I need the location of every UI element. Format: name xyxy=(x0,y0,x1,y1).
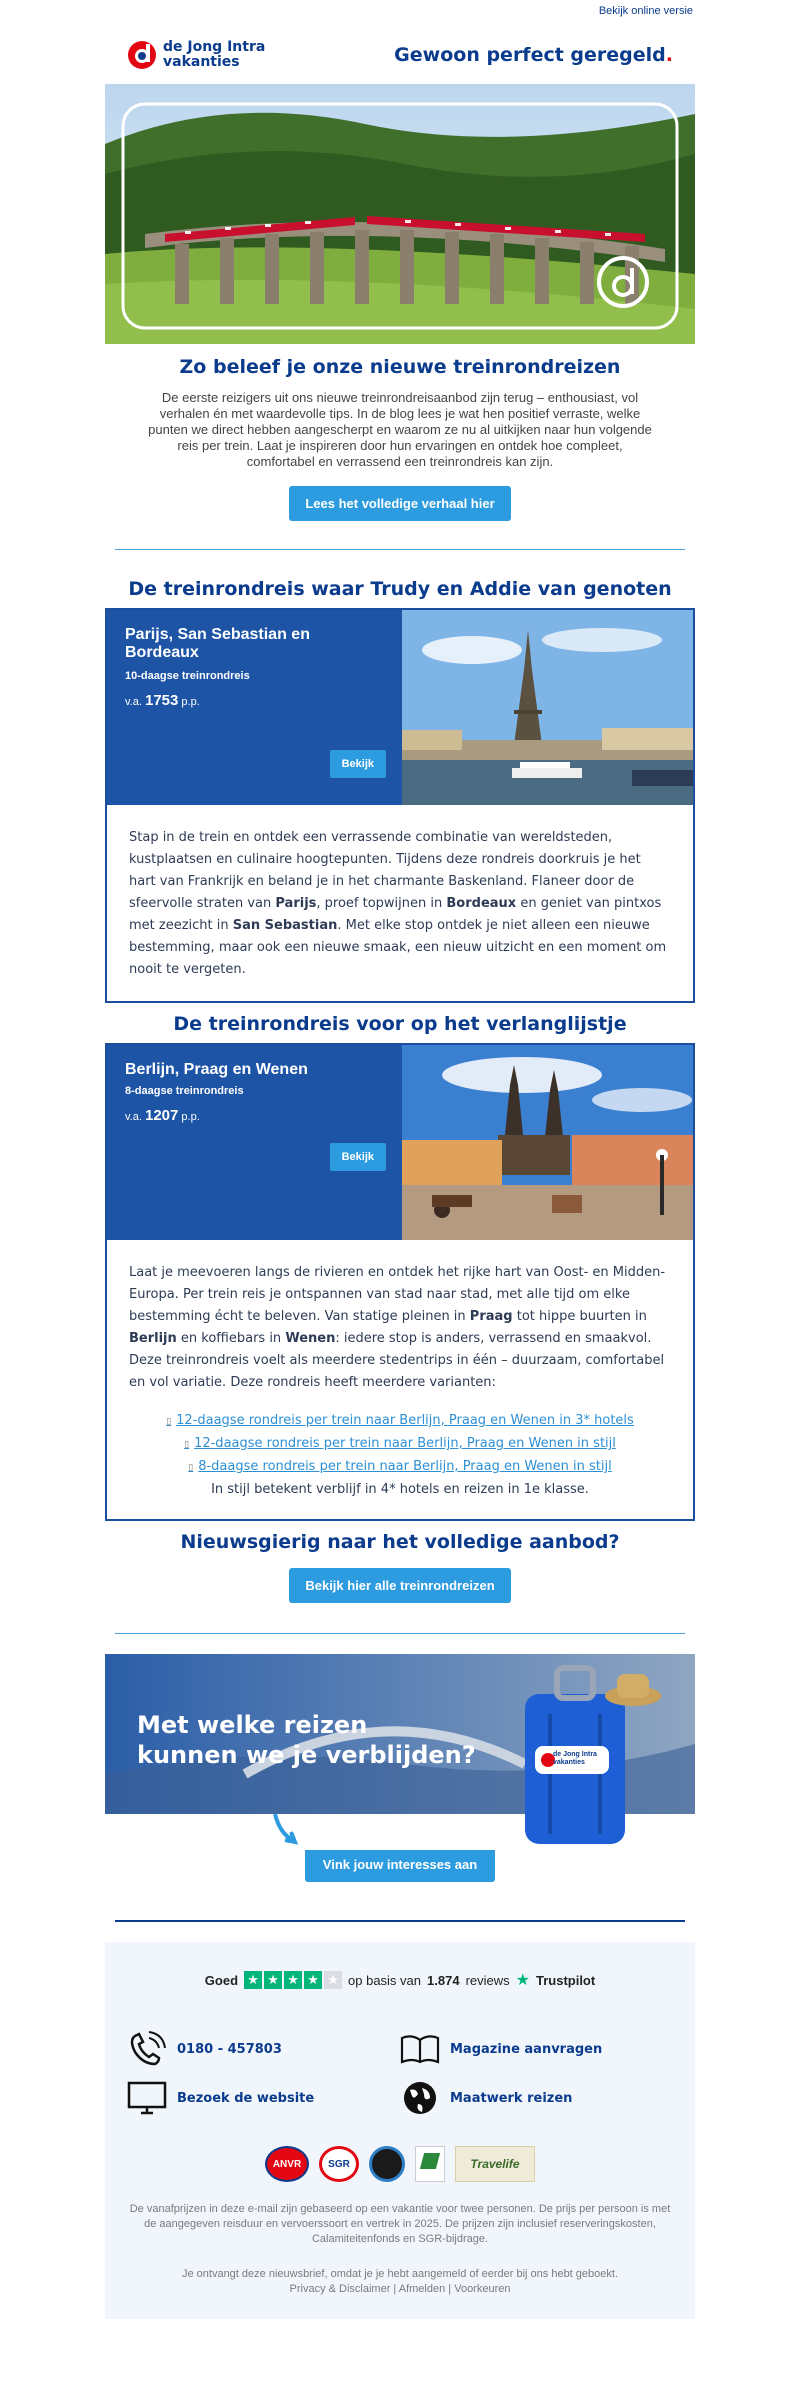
globe-icon xyxy=(400,2080,440,2116)
highlighted-city: Bordeaux xyxy=(446,896,517,911)
trust-rating-label: Goed xyxy=(204,1972,239,1988)
open-book-icon xyxy=(400,2034,440,2064)
highlighted-city: Berlijn xyxy=(129,1331,177,1346)
variant-link-3[interactable] xyxy=(129,1456,671,1479)
online-version-link[interactable]: Bekijk online versie xyxy=(598,5,693,17)
trip-description xyxy=(107,805,693,1001)
anvr-label: ANVR xyxy=(272,2158,302,2170)
trustpilot-logo: Trustpilot xyxy=(535,1972,596,1988)
section2-title: De treinrondreis voor op het verlanglijstje xyxy=(173,1013,627,1035)
logo-mark-icon xyxy=(127,40,157,70)
price-suffix: p.p. xyxy=(181,696,200,708)
trust-reviews-word: reviews xyxy=(465,1972,510,1988)
calamiteitenfonds-badge[interactable] xyxy=(369,2146,405,2182)
trip-duration: 10-daagse treinrondreis xyxy=(125,670,250,682)
description-text: : iedere stop is anders, verrassend en smaakvol. Deze treinrondreis voelt als meerdere stedentrips in één – duurzaam, comfortabel en vol variatie. Deze rondreis heeft meerdere varianten: xyxy=(129,1331,665,1390)
link-bullet-icon: ▯ xyxy=(184,1440,190,1450)
section1-title: De treinrondreis waar Trudy en Addie van genoten xyxy=(128,578,672,600)
prague-square-photo xyxy=(402,1045,693,1240)
variant-link-2[interactable] xyxy=(129,1433,671,1456)
description-text: en geniet van pintxos met zeezicht in xyxy=(129,896,662,933)
logo-line-2: vakanties xyxy=(163,54,240,70)
magazine-label: Magazine aanvragen xyxy=(450,2041,603,2057)
intro-title: Zo beleef je onze nieuwe treinrondreizen xyxy=(179,356,621,378)
certification-badges xyxy=(117,2146,683,2182)
description-text: Stap in de trein en ontdek een verrassende combinatie van wereldsteden, kustplaatsen en culinaire hoogtepunten. Tijdens deze rondreis doorkruis je het hart van Frankrijk en beland je in het charmante Baskenland. Flaneer door de sfeervolle straten van xyxy=(129,830,641,911)
travelife-badge[interactable] xyxy=(455,2146,535,2182)
logo-line-1: de Jong Intra xyxy=(163,39,266,55)
trip-duration: 8-daagse treinrondreis xyxy=(125,1085,244,1097)
check-interests-button[interactable]: Vink jouw interesses aan xyxy=(305,1847,495,1882)
price-prefix: v.a. xyxy=(125,1111,142,1123)
banner-line-1: Met welke reizen xyxy=(137,1711,368,1739)
banner-line-2: kunnen we je verblijden? xyxy=(137,1741,476,1769)
custom-trips-link[interactable] xyxy=(400,2080,673,2116)
suitcase-logo-line-2: vakanties xyxy=(553,1759,585,1766)
divider xyxy=(115,1633,685,1634)
highlighted-city: San Sebastian xyxy=(232,918,338,933)
highlighted-city: Praag xyxy=(469,1309,513,1324)
rating-star-icon: ★ xyxy=(304,1971,322,1989)
phone-number: 0180 - 457803 xyxy=(177,2041,282,2057)
trip-card-paris xyxy=(105,608,695,1003)
trip-card-berlin xyxy=(105,1043,695,1521)
online-version-bar xyxy=(105,0,695,26)
all-trips-button[interactable]: Bekijk hier alle treinrondreizen xyxy=(289,1568,510,1603)
price-value: 1753 xyxy=(144,692,179,709)
privacy-link[interactable]: Privacy & Disclaimer xyxy=(289,2283,391,2295)
link-bullet-icon: ▯ xyxy=(188,1463,194,1473)
trust-stars xyxy=(244,1971,342,1989)
trip-price xyxy=(125,1107,384,1124)
sgr-label: SGR xyxy=(328,2158,350,2170)
trip-title: Berlijn, Praag en Wenen xyxy=(125,1061,308,1078)
green-badge[interactable] xyxy=(415,2146,445,2182)
trip-description xyxy=(107,1240,693,1519)
variant-link-1[interactable] xyxy=(129,1410,671,1433)
slogan xyxy=(394,44,673,66)
phone-link[interactable] xyxy=(127,2030,400,2068)
variant-links xyxy=(129,1410,671,1501)
price-disclaimer: De vanafprijzen in deze e-mail zijn gebaseerd op een vakantie voor twee personen. De prijs per persoon is met de aangegeven reisduur en vervoerssoort en vertrek in 2025. De prijzen zijn inclusief reserveringskosten, Calamiteitenfonds en SGR-bijdrage. xyxy=(129,2203,671,2245)
eiffel-tower-photo xyxy=(402,610,693,805)
trustpilot-star-icon: ★ xyxy=(515,1972,530,1989)
website-label: Bezoek de website xyxy=(177,2090,315,2106)
anvr-badge[interactable] xyxy=(265,2146,309,2182)
custom-trips-label: Maatwerk reizen xyxy=(450,2090,573,2106)
website-link[interactable] xyxy=(127,2080,400,2116)
section3-title: Nieuwsgierig naar het volledige aanbod? xyxy=(180,1531,620,1553)
description-text: tot hippe buurten in xyxy=(512,1309,647,1324)
footer xyxy=(105,1942,695,2319)
sgr-badge[interactable] xyxy=(319,2146,359,2182)
link-bullet-icon: ▯ xyxy=(166,1417,172,1427)
magazine-link[interactable] xyxy=(400,2030,673,2068)
unsubscribe-link[interactable]: Afmelden xyxy=(398,2283,446,2295)
banner-headline xyxy=(137,1710,476,1770)
trip-description-text xyxy=(129,1262,671,1394)
price-suffix: p.p. xyxy=(181,1111,200,1123)
view-trip-button[interactable]: Bekijk xyxy=(330,750,386,778)
description-text: , proef topwijnen in xyxy=(316,896,447,911)
trip-title: Parijs, San Sebastian en Bordeaux xyxy=(125,626,310,661)
divider xyxy=(115,549,685,550)
trip-price xyxy=(125,692,384,709)
footer-links: Privacy & Disclaimer | Afmelden | Voorkeuren xyxy=(289,2283,511,2295)
highlighted-city: Parijs xyxy=(275,896,317,911)
variant-link-text: 8-daagse rondreis per trein naar Berlijn, Praag en Wenen in stijl xyxy=(198,1459,612,1474)
rating-star-icon: ★ xyxy=(284,1971,302,1989)
monitor-icon xyxy=(127,2081,167,2115)
prague-photo[interactable] xyxy=(402,1045,693,1240)
description-text: en koffiebars in xyxy=(176,1331,286,1346)
contact-links xyxy=(117,2030,683,2116)
header xyxy=(105,26,695,84)
hero-train-viaduct-photo xyxy=(105,84,695,344)
read-story-button[interactable]: Lees het volledige verhaal hier xyxy=(289,486,510,521)
variant-note: In stijl betekent verblijf in 4* hotels en reizen in 1e klasse. xyxy=(211,1482,589,1497)
interests-banner[interactable] xyxy=(105,1654,695,1850)
description-text: Laat je meevoeren langs de rivieren en ontdek het rijke hart van Oost- en Midden-Europa. Per trein reis je ontspannen van stad naar stad, met alle tijd om elke bestemming écht te beleven. Van statige pleinen in xyxy=(129,1265,666,1324)
variant-link-text: 12-daagse rondreis per trein naar Berlijn, Praag en Wenen in 3* hotels xyxy=(176,1413,634,1428)
subscription-reason: Je ontvangt deze nieuwsbrief, omdat je je hebt aangemeld of eerder bij ons hebt geboekt. xyxy=(181,2268,618,2280)
hero-image[interactable] xyxy=(105,84,695,344)
rating-star-icon: ★ xyxy=(324,1971,342,1989)
rating-star-icon: ★ xyxy=(244,1971,262,1989)
logo[interactable] xyxy=(127,40,265,70)
slogan-text: Gewoon perfect geregeld xyxy=(394,44,666,66)
suitcase-logo xyxy=(553,1751,597,1767)
trustpilot-rating[interactable] xyxy=(117,1970,683,1990)
price-value: 1207 xyxy=(144,1107,179,1124)
view-trip-button[interactable]: Bekijk xyxy=(330,1143,386,1171)
preferences-link[interactable]: Voorkeuren xyxy=(454,2283,511,2295)
description-text: . Met elke stop ontdek je niet alleen een nieuwe bestemming, maar ook een nieuwe smaak, een nieuw uitzicht en een moment om nooit te vergeten. xyxy=(129,918,667,977)
paris-photo[interactable] xyxy=(402,610,693,805)
trust-review-count: 1.874 xyxy=(427,1972,460,1988)
phone-icon xyxy=(127,2030,167,2068)
variant-link-text: 12-daagse rondreis per trein naar Berlijn, Praag en Wenen in stijl xyxy=(194,1436,616,1451)
price-prefix: v.a. xyxy=(125,696,142,708)
trust-mid-text: op basis van xyxy=(348,1972,422,1988)
slogan-dot: . xyxy=(665,44,673,66)
intro-text: De eerste reizigers uit ons nieuwe treinrondreisaanbod zijn terug – enthousiast, vol verhalen én met waardevolle tips. In de blog lees je wat hen positief verraste, welke punten we direct hebben aangescherpt en waarom ze nu al uitkijken naar hun volgende reis per trein. Laat je inspireren door hun ervaringen en ontdek hoe compleet, comfortabel en verrassend een treinrondreis kan zijn. xyxy=(148,390,652,469)
travelife-label: Travelife xyxy=(470,2157,520,2171)
suitcase-logo-line-1: de Jong Intra xyxy=(553,1751,597,1758)
footer-divider xyxy=(115,1920,685,1922)
highlighted-city: Wenen xyxy=(285,1331,336,1346)
rating-star-icon: ★ xyxy=(264,1971,282,1989)
